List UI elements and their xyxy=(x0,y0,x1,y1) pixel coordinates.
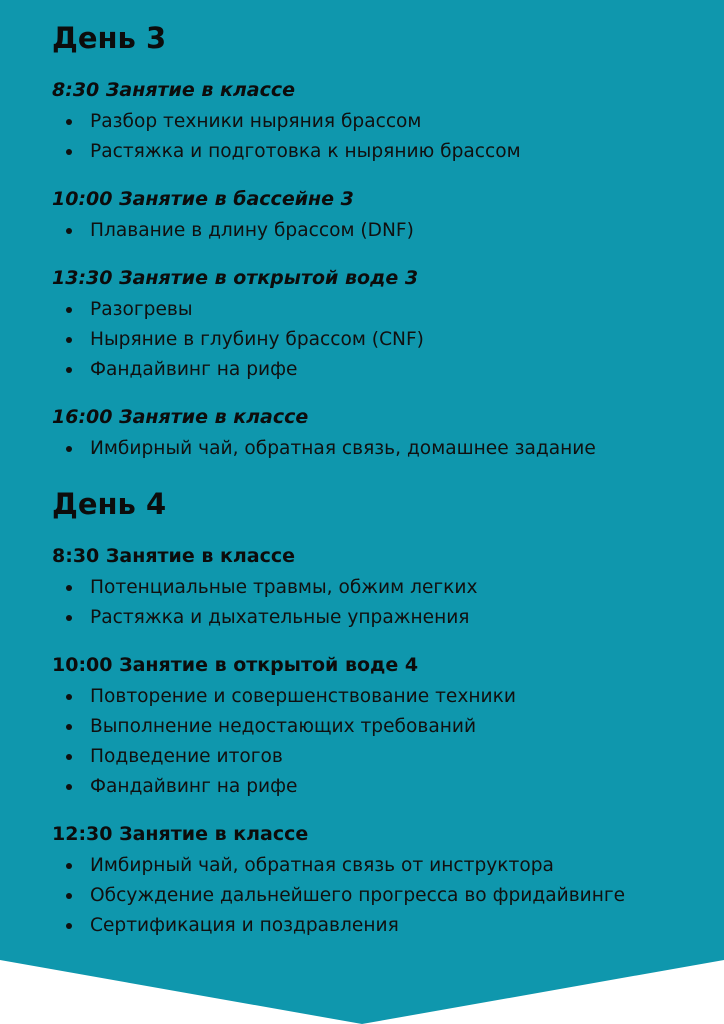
bullet-icon xyxy=(66,724,72,730)
list-item xyxy=(66,772,712,802)
list-item xyxy=(66,851,712,881)
day-3 xyxy=(52,18,712,464)
bullet-icon xyxy=(66,585,72,591)
list-item xyxy=(66,295,712,325)
session-title: 12:30 Занятие в классе xyxy=(52,823,309,845)
list-item xyxy=(66,712,712,742)
session-title: 10:00 Занятие в открытой воде 4 xyxy=(52,654,419,676)
bullet-icon xyxy=(66,307,72,313)
list-item xyxy=(66,216,712,246)
list-item xyxy=(66,355,712,385)
session xyxy=(52,264,712,385)
bullet-icon xyxy=(66,694,72,700)
bullet-icon xyxy=(66,863,72,869)
item-text: Имбирный чай, обратная связь от инструктора xyxy=(90,855,554,876)
session xyxy=(52,76,712,167)
session-items xyxy=(52,107,712,167)
bullet-icon xyxy=(66,893,72,899)
item-text: Фандайвинг на рифе xyxy=(90,776,298,797)
item-text: Плавание в длину брассом (DNF) xyxy=(90,220,414,241)
day-4 xyxy=(52,484,712,941)
list-item xyxy=(66,911,712,941)
day-title: День 4 xyxy=(52,487,167,521)
item-text: Обсуждение дальнейшего прогресса во фридайвинге xyxy=(90,885,626,906)
session-title: 8:30 Занятие в классе xyxy=(52,79,296,101)
item-text: Потенциальные травмы, обжим легких xyxy=(90,577,478,598)
list-item xyxy=(66,325,712,355)
session-items xyxy=(52,851,712,941)
bullet-icon xyxy=(66,784,72,790)
list-item xyxy=(66,742,712,772)
item-text: Разогревы xyxy=(90,299,193,320)
session-title: 16:00 Занятие в классе xyxy=(52,406,309,428)
item-text: Растяжка и подготовка к нырянию брассом xyxy=(90,141,521,162)
session-items xyxy=(52,434,712,464)
session-items xyxy=(52,216,712,246)
bullet-icon xyxy=(66,149,72,155)
item-text: Повторение и совершенствование техники xyxy=(90,686,516,707)
list-item xyxy=(66,881,712,911)
list-item xyxy=(66,682,712,712)
item-text: Разбор техники ныряния брассом xyxy=(90,111,422,132)
list-item xyxy=(66,137,712,167)
item-text: Подведение итогов xyxy=(90,746,283,767)
list-item xyxy=(66,107,712,137)
session-items xyxy=(52,682,712,802)
bullet-icon xyxy=(66,228,72,234)
session xyxy=(52,820,712,941)
bullet-icon xyxy=(66,923,72,929)
item-text: Имбирный чай, обратная связь, домашнее задание xyxy=(90,438,596,459)
bullet-icon xyxy=(66,119,72,125)
item-text: Сертификация и поздравления xyxy=(90,915,399,936)
day-title: День 3 xyxy=(52,21,167,55)
session-items xyxy=(52,573,712,633)
item-text: Ныряние в глубину брассом (CNF) xyxy=(90,329,424,350)
bullet-icon xyxy=(66,446,72,452)
item-text: Выполнение недостающих требований xyxy=(90,716,477,737)
session xyxy=(52,403,712,464)
session xyxy=(52,185,712,246)
bullet-icon xyxy=(66,367,72,373)
session xyxy=(52,651,712,802)
bullet-icon xyxy=(66,337,72,343)
session-title: 8:30 Занятие в классе xyxy=(52,545,296,567)
item-text: Фандайвинг на рифе xyxy=(90,359,298,380)
bullet-icon xyxy=(66,615,72,621)
session xyxy=(52,542,712,633)
session-items xyxy=(52,295,712,385)
bullet-icon xyxy=(66,754,72,760)
item-text: Растяжка и дыхательные упражнения xyxy=(90,607,470,628)
list-item xyxy=(66,573,712,603)
list-item xyxy=(66,603,712,633)
session-title: 10:00 Занятие в бассейне 3 xyxy=(52,188,354,210)
schedule xyxy=(52,18,712,941)
list-item xyxy=(66,434,712,464)
session-title: 13:30 Занятие в открытой воде 3 xyxy=(52,267,419,289)
